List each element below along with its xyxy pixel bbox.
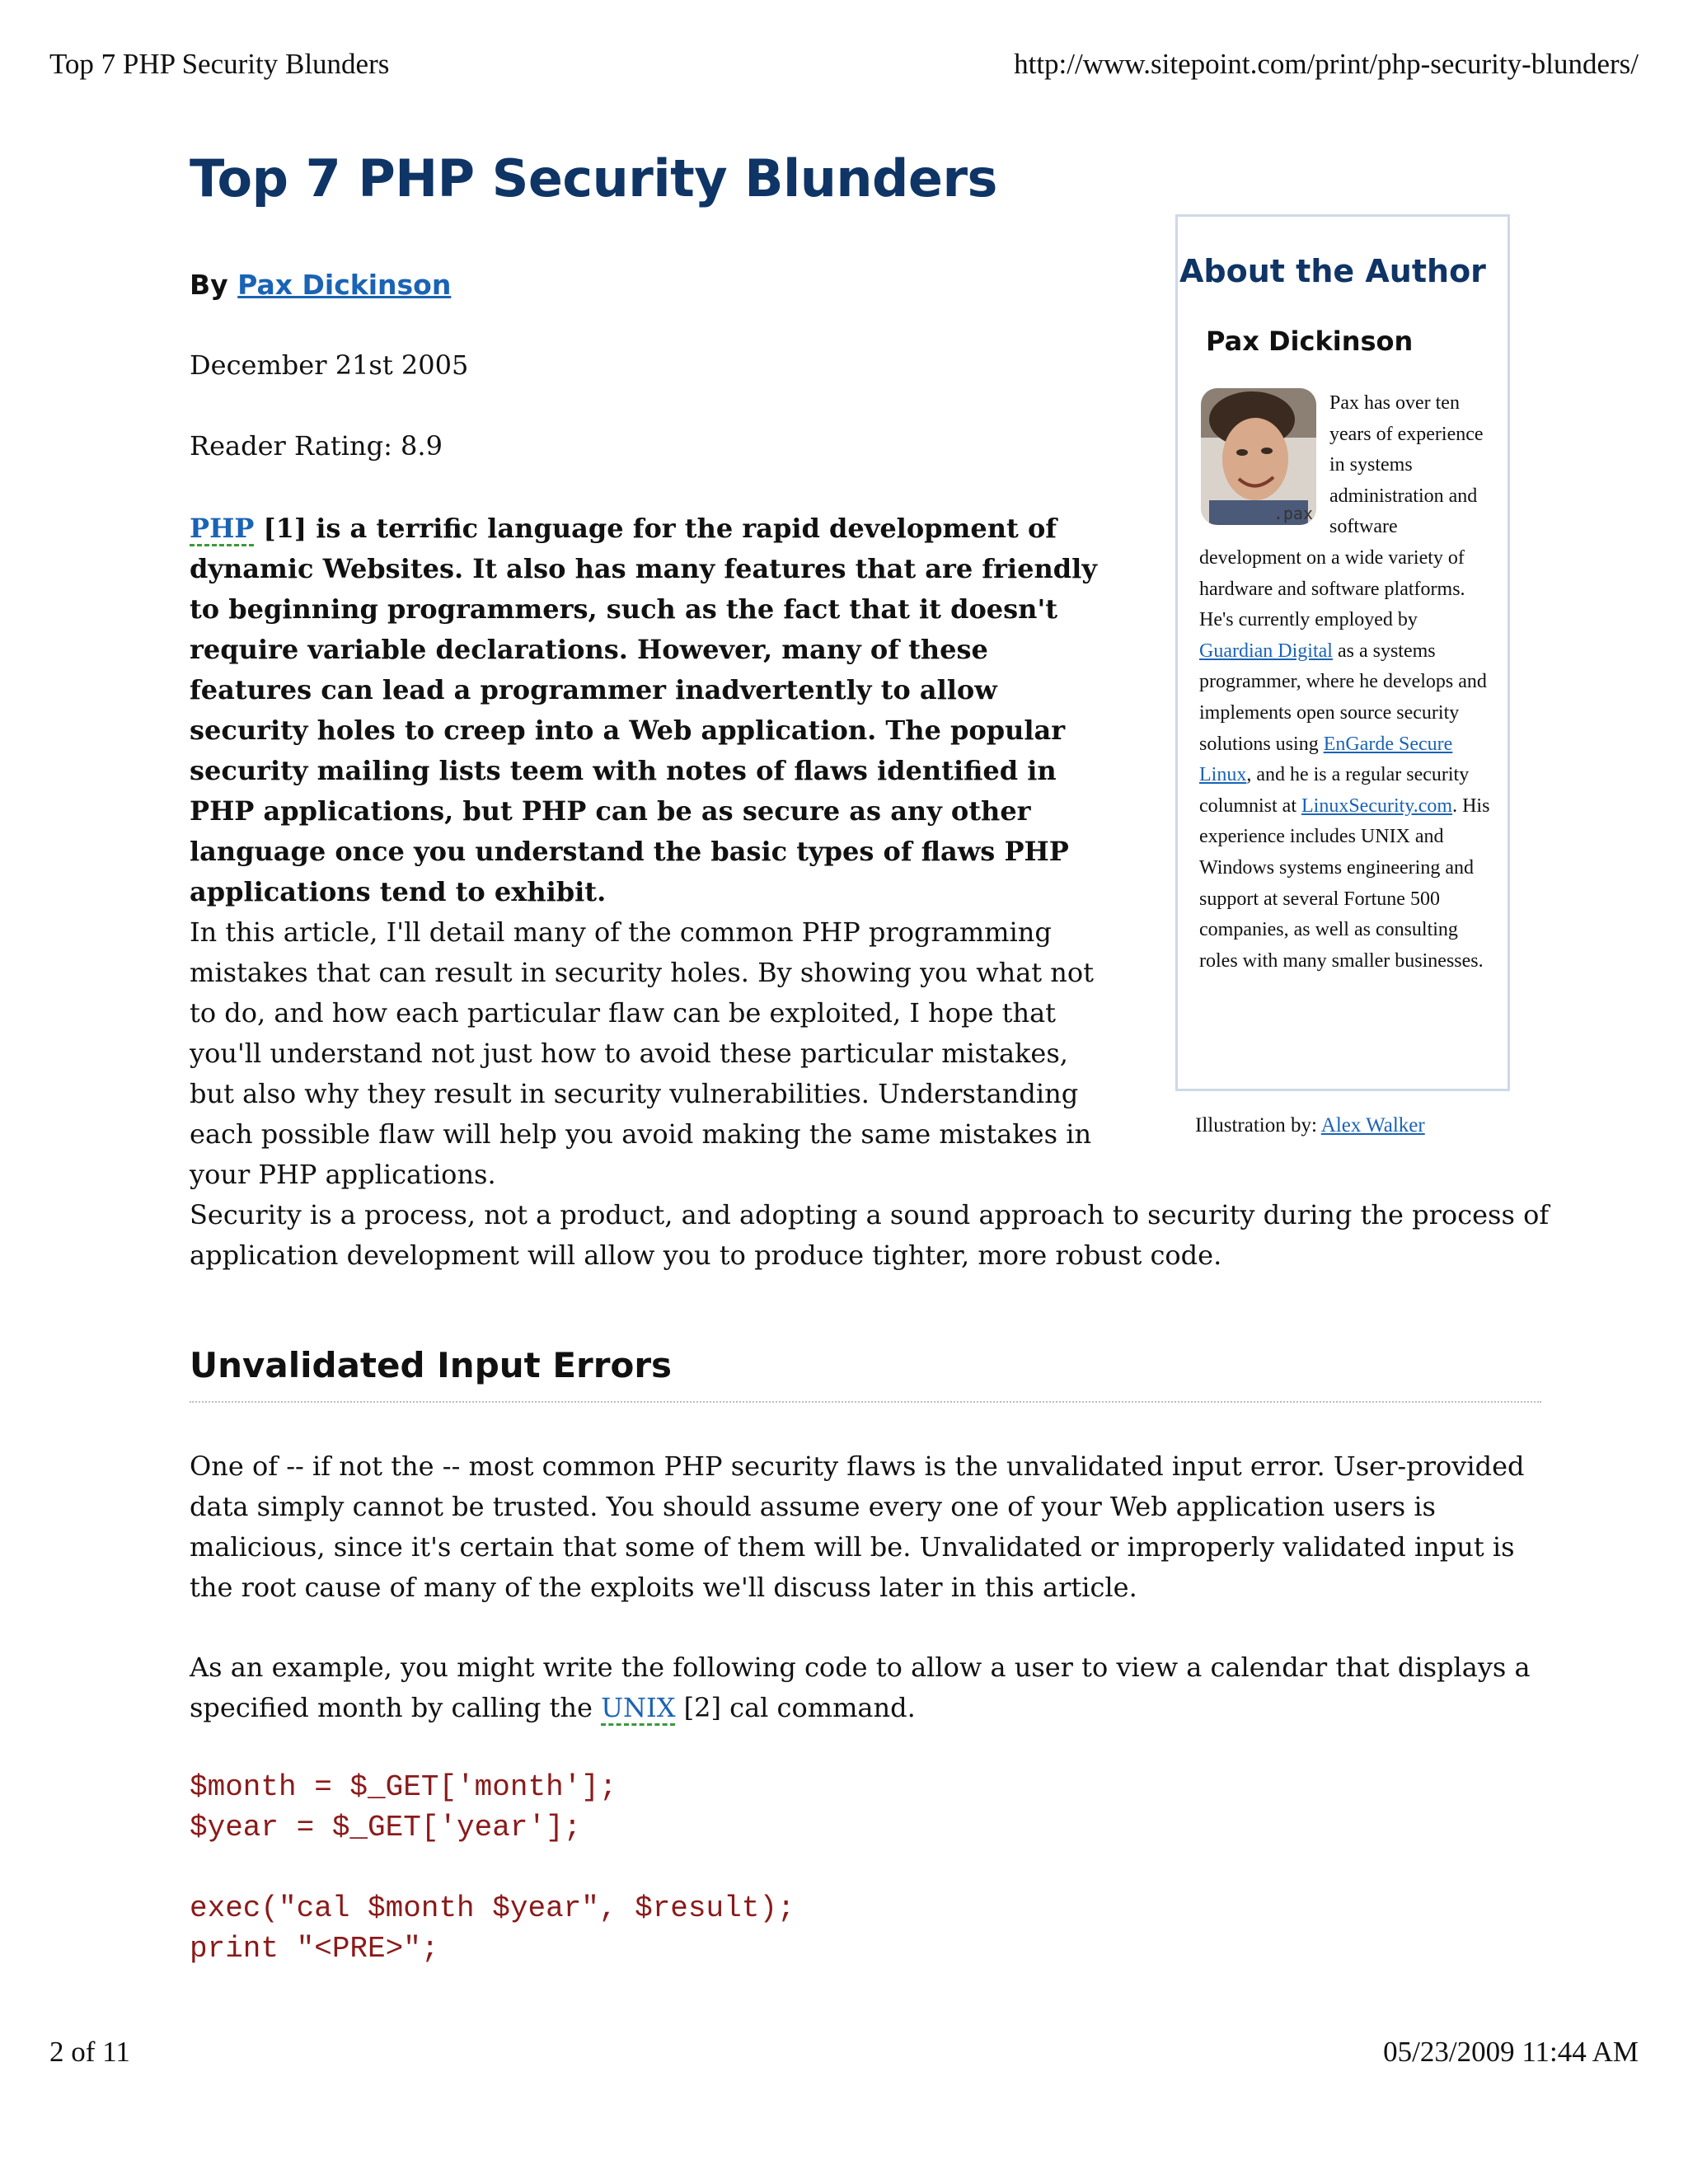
photo-tag: .pax <box>1273 504 1313 523</box>
lead-text: is a terrific language for the rapid development of dynamic Websites. It also has many features that are friendly to beginning programmers, such as the fact that it doesn't require variable declarations. However, many of these features can lead a programmer inadvertently to allow security holes to creep into a Web application. The popular security mailing lists teem with notes of flaws identified in PHP applications, but PHP can be as secure as any other language once you understand the basic types of flaws PHP applications tend to exhibit. <box>190 513 1097 907</box>
bio-part-1: Pax has over ten years of experience in systems administration and software development on a wide variety of hardware and software platforms. He's currently employed by <box>1199 392 1484 631</box>
bio-part-3: , and he is a regular security columnist at <box>1199 764 1470 817</box>
print-header <box>49 48 1639 81</box>
lead-paragraph <box>190 509 1117 912</box>
example-text-before: As an example, you might write the following code to allow a user to view a calendar that displays a specified month by calling the <box>190 1652 1531 1723</box>
lead-ref: [1] <box>254 513 316 544</box>
photo-spacer <box>1199 388 1329 520</box>
author-link[interactable]: Pax Dickinson <box>237 269 452 301</box>
example-paragraph <box>190 1647 1550 1728</box>
author-bio <box>1199 388 1494 977</box>
about-author-box <box>1175 214 1510 1091</box>
engarde-linux-link[interactable]: EnGarde Secure Linux <box>1199 733 1453 786</box>
bio-part-2: as a systems programmer, where he develops and implements open source security solutions using <box>1199 640 1487 755</box>
intro-paragraph: In this article, I'll detail many of the common PHP programming mistakes that can result in security holes. By showing you what not to do, and how each particular flaw can be exploited, I hope that you'll understand not just how to avoid these particular mistakes, but also why they result in security vulnerabilities. Understanding each possible flaw will help you avoid making the same mistakes in your PHP applications. <box>190 916 1095 1190</box>
unix-keyword-link[interactable]: UNIX <box>601 1692 675 1726</box>
print-header-url: http://www.sitepoint.com/print/php-security-blunders/ <box>1014 48 1639 80</box>
guardian-digital-link[interactable]: Guardian Digital <box>1199 640 1333 662</box>
bio-part-4: . His experience includes UNIX and Windows systems engineering and support at several Fortune 500 companies, as well as consulting roles with many smaller businesses. <box>1199 794 1490 972</box>
publish-date: December 21st 2005 <box>190 349 469 381</box>
linuxsecurity-link[interactable]: LinuxSecurity.com <box>1301 794 1453 817</box>
print-header-title: Top 7 PHP Security Blunders <box>49 48 390 80</box>
byline-prefix: By <box>190 269 228 301</box>
unvalidated-input-paragraph: One of -- if not the -- most common PHP security flaws is the unvalidated input error. User-provided data simply cannot be trusted. You should assume every one of your Web application users is malicious, since it's certain that some of them will be. Unvalidated or improperly validated input is the root cause of many of the exploits we'll discuss later in this article. <box>190 1451 1525 1603</box>
reader-rating: Reader Rating: 8.9 <box>190 430 443 462</box>
php-keyword-link[interactable]: PHP <box>190 513 254 546</box>
section-divider <box>190 1401 1541 1403</box>
security-process-paragraph: Security is a process, not a product, and adopting a sound approach to security during the process of application development will allow you to produce tighter, more robust code. <box>190 1199 1550 1271</box>
byline <box>190 269 451 301</box>
article-title: Top 7 PHP Security Blunders <box>190 148 997 209</box>
code-block: $month = $_GET['month']; $year = $_GET['year']; exec("cal $month $year", $result); print "<PRE>"; <box>190 1770 795 1966</box>
print-timestamp: 05/23/2009 11:44 AM <box>1383 2036 1639 2068</box>
illustration-label: Illustration by: <box>1195 1114 1321 1137</box>
print-footer <box>49 2036 1639 2069</box>
section-heading: Unvalidated Input Errors <box>190 1345 673 1385</box>
illustrator-link[interactable]: Alex Walker <box>1320 1114 1425 1137</box>
illustration-credit <box>1195 1114 1425 1137</box>
page-number: 2 of 11 <box>49 2036 130 2068</box>
example-text-after: [2] cal command. <box>675 1692 916 1723</box>
sidebar-author-name: Pax Dickinson <box>1206 326 1414 357</box>
about-author-title: About the Author <box>1179 253 1486 289</box>
